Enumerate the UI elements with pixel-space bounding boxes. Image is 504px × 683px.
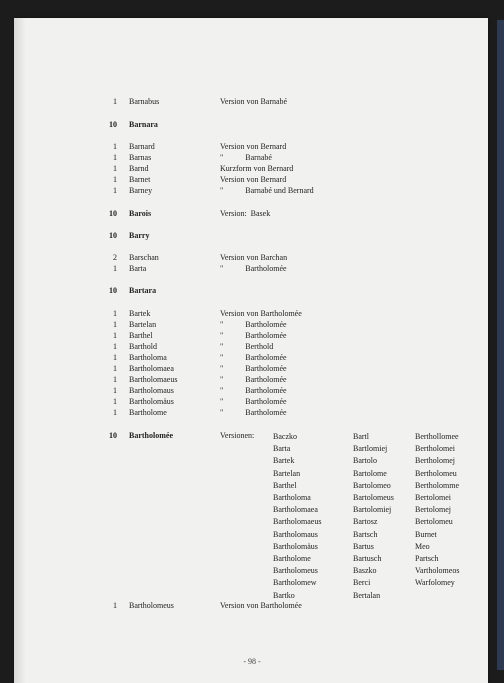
row-name: Barnabus — [129, 97, 160, 106]
row-count: 1 — [113, 164, 117, 173]
version-name: Bartholomäus — [273, 541, 318, 551]
row-description: Version: Basek — [220, 209, 271, 218]
binding-edge — [497, 20, 504, 670]
versions-column-1 — [273, 431, 321, 602]
row-count: 1 — [113, 408, 117, 417]
row-description: " Barnabé und Bernard — [220, 186, 314, 195]
row-count: 1 — [113, 186, 117, 195]
row-count: 1 — [113, 175, 117, 184]
row-count: 1 — [113, 331, 117, 340]
version-name: Bertholomei — [415, 444, 455, 454]
row-count: 10 — [109, 209, 117, 218]
version-name: Bartl — [353, 432, 369, 441]
version-name: Bartosz — [353, 517, 378, 527]
row-name: Barschan — [129, 253, 159, 262]
version-name: Berci — [353, 578, 371, 588]
versions-column-2 — [353, 431, 394, 602]
version-name: Bartholome — [273, 554, 311, 564]
versions-column-3 — [415, 431, 459, 590]
row-name: Bartholomaus — [129, 386, 174, 395]
version-name: Bartolomeus — [353, 493, 394, 503]
row-count: 1 — [113, 320, 117, 329]
version-name: Bertolomej — [415, 505, 451, 515]
row-description: " Bartholomée — [220, 375, 287, 384]
version-name: Bartsch — [353, 529, 378, 539]
row-name: Bartholomaeus — [129, 375, 178, 384]
row-name: Barnd — [129, 164, 149, 173]
row-description: " Barnabé — [220, 153, 272, 162]
version-name: Bertolomeu — [415, 517, 453, 527]
version-name: Bartko — [273, 590, 295, 600]
version-name: Bartelan — [273, 468, 301, 478]
row-count: 1 — [113, 264, 117, 273]
version-name: Bartus — [353, 541, 374, 551]
row-description: Version von Barchan — [220, 253, 288, 262]
version-name: Bartholomaus — [273, 529, 318, 539]
row-description: " Bartholomée — [220, 331, 287, 340]
row-name: Bartek — [129, 309, 151, 318]
version-name: Bartlomiej — [353, 444, 388, 454]
row-description: Version von Barnabé — [220, 97, 288, 106]
row-description: " Berthold — [220, 342, 274, 351]
version-name: Bartholomew — [273, 578, 317, 588]
row-name: Barnet — [129, 175, 151, 184]
version-name: Burnet — [415, 529, 437, 539]
version-name: Barta — [273, 444, 291, 454]
version-name: Meo — [415, 541, 430, 551]
row-description: Kurzform von Bernard — [220, 164, 294, 173]
version-name: Bertholomej — [415, 456, 455, 466]
row-description: Version von Bartholomée — [220, 309, 302, 318]
version-name: Warfolomey — [415, 578, 455, 588]
row-name: Barta — [129, 264, 147, 273]
row-description: " Bartholomée — [220, 364, 287, 373]
version-name: Bertalan — [353, 590, 381, 600]
row-count: 10 — [109, 431, 117, 440]
row-description: " Bartholomée — [220, 320, 287, 329]
row-description: " Bartholomée — [220, 397, 287, 406]
row-name: Bartholomäus — [129, 397, 174, 406]
version-name: Bertolomei — [415, 493, 451, 503]
row-description: " Bartholomée — [220, 408, 287, 417]
row-name: Barney — [129, 186, 153, 195]
row-name: Barnard — [129, 142, 155, 151]
row-name: Barthold — [129, 342, 157, 351]
version-name: Berthollomee — [415, 432, 459, 441]
row-count: 1 — [113, 353, 117, 362]
version-name: Bartek — [273, 456, 295, 466]
row-name: Barnas — [129, 153, 152, 162]
version-name: Barthel — [273, 480, 297, 490]
version-name: Bertholomeu — [415, 468, 457, 478]
row-name: Bartara — [129, 286, 157, 295]
version-name: Bertholomme — [415, 480, 459, 490]
row-count: 2 — [113, 253, 117, 262]
version-name: Bartholomaeus — [273, 517, 322, 527]
version-name: Bartolome — [353, 468, 387, 478]
row-name: Bartholomeus — [129, 601, 174, 610]
row-name: Bartholomée — [129, 431, 173, 440]
row-count: 1 — [113, 153, 117, 162]
version-name: Bartholoma — [273, 493, 311, 503]
row-count: 10 — [109, 286, 117, 295]
version-name: Bartholomeus — [273, 566, 318, 576]
version-name: Bartusch — [353, 554, 382, 564]
row-count: 1 — [113, 397, 117, 406]
row-name: Barthel — [129, 331, 153, 340]
row-description: " Bartholomée — [220, 264, 287, 273]
row-name: Barnara — [129, 120, 158, 129]
row-description: Version von Bernard — [220, 142, 287, 151]
version-name: Bartolomiej — [353, 505, 392, 515]
page-number: - 98 - — [243, 657, 261, 666]
row-count: 1 — [113, 309, 117, 318]
row-name: Bartelan — [129, 320, 157, 329]
row-description: " Bartholomée — [220, 353, 287, 362]
version-name: Bartolo — [353, 456, 377, 466]
row-count: 1 — [113, 375, 117, 384]
row-count: 1 — [113, 97, 117, 106]
row-count: 1 — [113, 364, 117, 373]
row-description: " Bartholomée — [220, 386, 287, 395]
row-count: 1 — [113, 386, 117, 395]
row-name: Barois — [129, 209, 152, 218]
version-name: Bartholomaea — [273, 505, 318, 515]
row-name: Bartholoma — [129, 353, 167, 362]
version-name: Baczko — [273, 432, 297, 441]
row-count: 1 — [113, 601, 117, 610]
row-description: Version von Bartholomée — [220, 601, 302, 610]
version-name: Partsch — [415, 554, 439, 564]
row-description: Versionen: — [220, 431, 255, 440]
row-count: 10 — [109, 120, 117, 129]
row-count: 1 — [113, 342, 117, 351]
row-name: Bartholome — [129, 408, 167, 417]
version-name: Vartholomeos — [415, 566, 460, 576]
row-count: 10 — [109, 231, 117, 240]
row-count: 1 — [113, 142, 117, 151]
row-description: Version von Bernard — [220, 175, 287, 184]
row-name: Barry — [129, 231, 150, 240]
row-name: Bartholomaea — [129, 364, 174, 373]
version-name: Baszko — [353, 566, 377, 576]
version-name: Bartolomeo — [353, 480, 391, 490]
